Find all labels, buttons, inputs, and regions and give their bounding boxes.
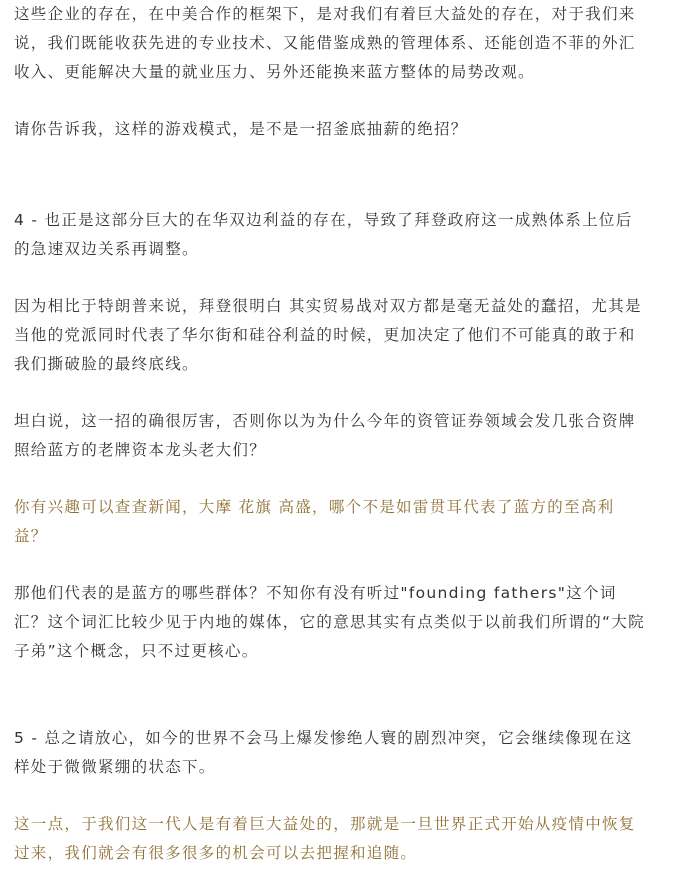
text-line: 5 - 总之请放心，如今的世界不会马上爆发惨绝人寰的剧烈冲突，它会继续像现在这 xyxy=(14,729,633,747)
text-line: 益？ xyxy=(14,527,48,545)
paragraph-founding-fathers xyxy=(14,579,686,666)
text-line: 4 - 也正是这部分巨大的在华双边利益的存在，导致了拜登政府这一成熟体系上位后 xyxy=(14,211,633,229)
paragraph-spacer xyxy=(14,465,686,493)
text-line: 照给蓝方的老牌资本龙头老大们？ xyxy=(14,441,267,459)
paragraph-spacer xyxy=(14,782,686,810)
paragraph-licenses xyxy=(14,407,686,465)
text-line: 你有兴趣可以查查新闻，大摩 花旗 高盛，哪个不是如雷贯耳代表了蓝方的至高利 xyxy=(14,498,615,516)
paragraph-highlight-opportunities xyxy=(14,810,686,868)
paragraph-point-5 xyxy=(14,724,686,782)
article-body xyxy=(14,0,686,868)
paragraph-spacer xyxy=(14,551,686,579)
text-line: 样处于微微紧绷的状态下。 xyxy=(14,758,216,776)
text-line: 坦白说，这一招的确很厉害，否则你以为为什么今年的资管证券领域会发几张合资牌 xyxy=(14,412,636,430)
paragraph-question xyxy=(14,115,686,144)
text-line: 收入、更能解决大量的就业压力、另外还能换来蓝方整体的局势改观。 xyxy=(14,63,535,81)
paragraph-spacer xyxy=(14,666,686,724)
paragraph-spacer xyxy=(14,87,686,115)
text-line: 汇？这个词汇比较少见于内地的媒体，它的意思其实有点类似于以前我们所谓的“大院 xyxy=(14,613,645,631)
paragraph-spacer xyxy=(14,144,686,206)
text-line: 那他们代表的是蓝方的哪些群体？不知你有没有听过"founding fathers"这个词 xyxy=(14,584,617,602)
text-line: 子弟”这个概念，只不过更核心。 xyxy=(14,642,259,660)
text-line: 因为相比于特朗普来说，拜登很明白 其实贸易战对双方都是毫无益处的蠢招，尤其是 xyxy=(14,297,642,315)
text-line: 说，我们既能收获先进的专业技术、又能借鉴成熟的管理体系、还能创造不菲的外汇 xyxy=(14,34,636,52)
text-line: 的急速双边关系再调整。 xyxy=(14,240,199,258)
text-line: 请你告诉我，这样的游戏模式，是不是一招釜底抽薪的绝招？ xyxy=(14,120,468,138)
paragraph-spacer xyxy=(14,379,686,407)
text-line: 当他的党派同时代表了华尔街和硅谷利益的时候，更加决定了他们不可能真的敢于和 xyxy=(14,326,636,344)
paragraph-spacer xyxy=(14,264,686,292)
text-line: 这一点，于我们这一代人是有着巨大益处的，那就是一旦世界正式开始从疫情中恢复 xyxy=(14,815,636,833)
text-line: 这些企业的存在，在中美合作的框架下，是对我们有着巨大益处的存在，对于我们来 xyxy=(14,5,636,23)
paragraph-highlight-banks xyxy=(14,493,686,551)
text-line: 我们撕破脸的最终底线。 xyxy=(14,355,199,373)
paragraph-enterprise-benefits xyxy=(14,0,686,87)
paragraph-point-4 xyxy=(14,206,686,264)
text-line: 过来，我们就会有很多很多的机会可以去把握和追随。 xyxy=(14,844,418,862)
paragraph-trade-war xyxy=(14,292,686,379)
